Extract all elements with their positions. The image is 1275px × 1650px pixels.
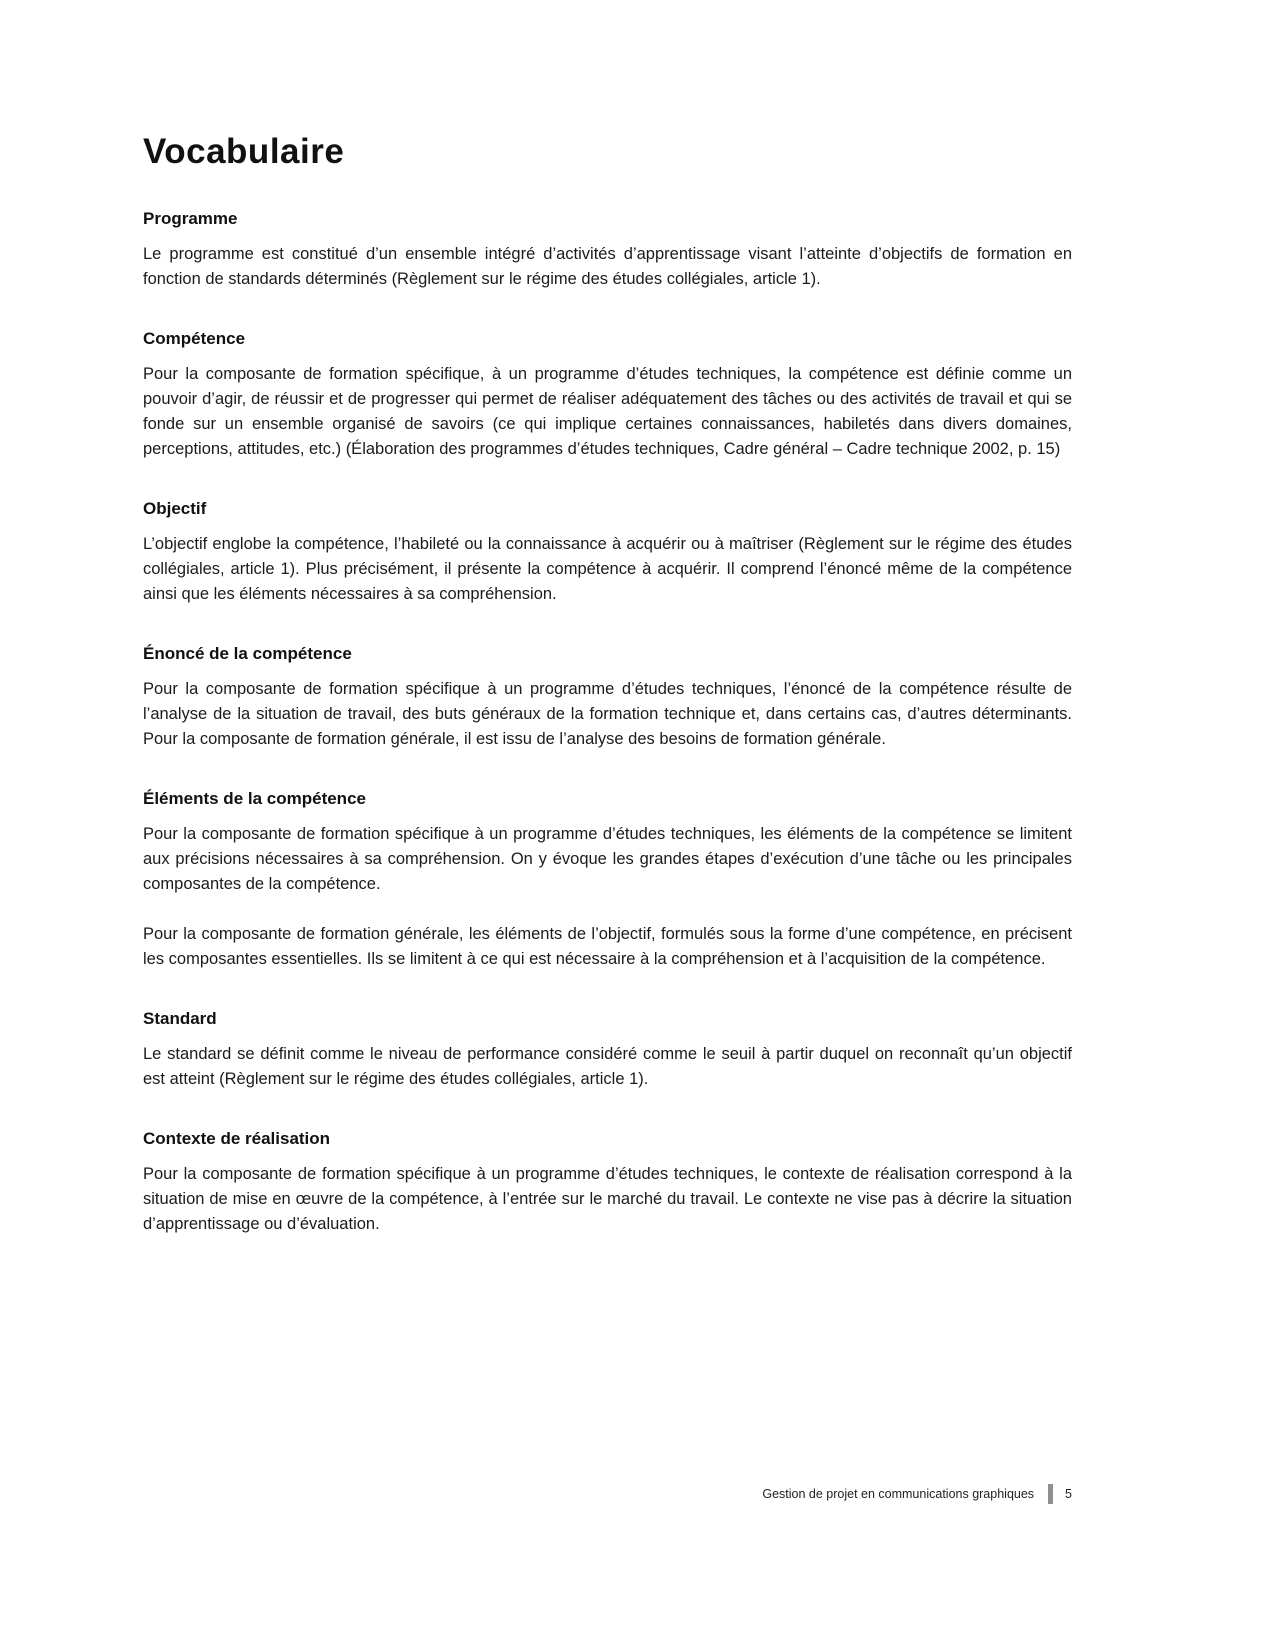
page-footer [762,1484,1072,1504]
footer-page-number: 5 [1065,1487,1072,1501]
section-paragraph: Pour la composante de formation générale, les éléments de l’objectif, formulés sous la forme d’une compétence, en précisent les composantes essentielles. Ils se limitent à ce qui est nécessaire à la compréhension et à l’acquisition de la compétence. [143,925,1072,968]
section-paragraph: Le programme est constitué d’un ensemble intégré d’activités d’apprentissage visant l’atteinte d’objectifs de formation en fonction de standards déterminés (Règlement sur le régime des études collégiales, article 1). [143,245,1072,288]
section-programme [143,209,1072,292]
footer-divider [1048,1484,1053,1504]
section-objectif [143,499,1072,607]
document-content [143,132,1072,1237]
section-paragraph: Le standard se définit comme le niveau de performance considéré comme le seuil à partir duquel on reconnaît qu’un objectif est atteint (Règlement sur le régime des études collégiales, article 1). [143,1045,1072,1088]
section-contexte-de-realisation [143,1129,1072,1237]
section-paragraph: Pour la composante de formation spécifique à un programme d’études techniques, les éléments de la compétence se limitent aux précisions nécessaires à sa compréhension. On y évoque les grandes étapes d’exécution d’une tâche ou les principales composantes de la compétence. [143,825,1072,893]
footer-text: Gestion de projet en communications graphiques [762,1487,1035,1501]
section-paragraph: Pour la composante de formation spécifique à un programme d’études techniques, le contexte de réalisation correspond à la situation de mise en œuvre de la compétence, à l’entrée sur le marché du travail. Le contexte ne vise pas à décrire la situation d’apprentissage ou d’évaluation. [143,1165,1072,1233]
section-paragraph: L’objectif englobe la compétence, l’habileté ou la connaissance à acquérir ou à maîtriser (Règlement sur le régime des études collégiales, article 1). Plus précisément, il présente la compétence à acquérir. Il comprend l’énoncé même de la compétence ainsi que les éléments nécessaires à sa compréhension. [143,535,1072,603]
page-title: Vocabulaire [143,132,345,171]
section-heading-programme: Programme [143,209,238,228]
section-enonce-de-la-competence [143,644,1072,752]
section-heading-contexte: Contexte de réalisation [143,1129,331,1148]
section-heading-competence: Compétence [143,329,246,348]
section-paragraph: Pour la composante de formation spécifique à un programme d’études techniques, l’énoncé de la compétence résulte de l’analyse de la situation de travail, des buts généraux de la formation technique et, dans certains cas, d’autres déterminants. Pour la composante de formation générale, il est issu de l’analyse des besoins de formation générale. [143,680,1072,748]
section-paragraph: Pour la composante de formation spécifique, à un programme d’études techniques, la compétence est définie comme un pouvoir d’agir, de réussir et de progresser qui permet de réaliser adéquatement des tâches ou des activités de travail et qui se fonde sur un ensemble organisé de savoirs (ce qui implique certaines connaissances, habiletés dans divers domaines, perceptions, attitudes, etc.) (Élaboration des programmes d’études techniques, Cadre général – Cadre technique 2002, p. 15) [143,365,1072,458]
section-elements-de-la-competence [143,789,1072,972]
section-heading-standard: Standard [143,1009,217,1028]
section-competence [143,329,1072,462]
section-heading-elements: Éléments de la compétence [143,789,366,808]
section-heading-enonce: Énoncé de la compétence [143,644,352,663]
section-heading-objectif: Objectif [143,499,207,518]
section-standard [143,1009,1072,1092]
